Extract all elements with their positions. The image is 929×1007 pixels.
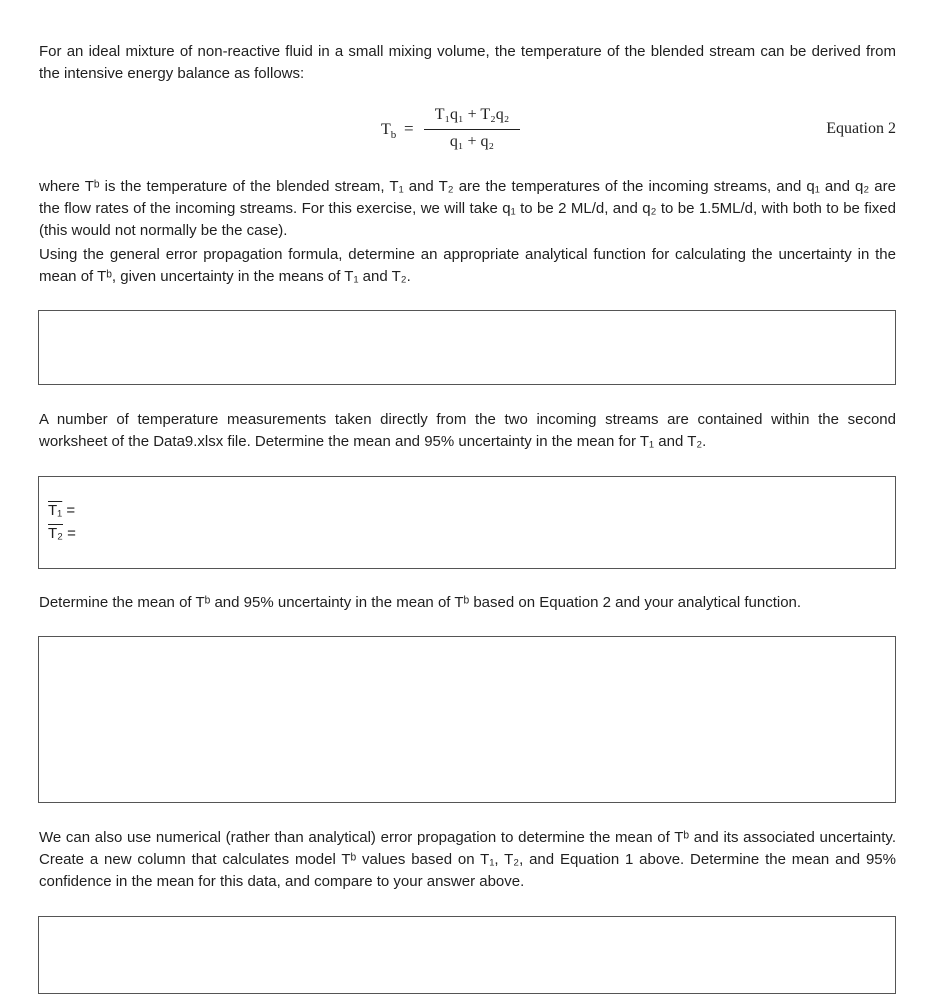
- question2-paragraph: A number of temperature measurements taken directly from the two incoming streams are contained within the second worksheet of the Data9.xlsx file. Determine the mean and 95% uncertainty in the mean for T₁ and T₂.: [39, 411, 896, 450]
- t2-mean-line: [48, 525, 76, 542]
- answer-box-1[interactable]: [38, 310, 896, 385]
- equation-denominator: q₁ + q₂: [449, 133, 495, 150]
- answer-box-2[interactable]: [38, 476, 896, 569]
- answer-box-4[interactable]: [38, 916, 896, 994]
- equation-equals: =: [404, 119, 414, 138]
- t2-equals: =: [67, 525, 76, 542]
- t1-mean-label: T₁: [48, 502, 63, 519]
- t1-mean-line: [48, 502, 75, 519]
- intro-paragraph: For an ideal mixture of non-reactive fluid in a small mixing volume, the temperature of the blended stream can be derived from the intensive energy balance as follows:: [39, 43, 896, 82]
- t1-equals: =: [66, 502, 76, 519]
- equation-lhs: $T_b$: [381, 121, 397, 142]
- equation-label: Equation 2: [826, 120, 896, 137]
- fraction-bar: [424, 129, 520, 130]
- question1-paragraph: Using the general error propagation formula, determine an appropriate analytical function for calculating the uncertainty in the mean of Tᵇ, given uncertainty in the means of T₁ and T₂.: [39, 246, 896, 285]
- answer-box-3[interactable]: [38, 636, 896, 803]
- equation-numerator: T₁q₁ + T₂q₂: [434, 106, 510, 123]
- t2-mean-label: T₂: [48, 525, 63, 542]
- question4-paragraph: We can also use numerical (rather than analytical) error propagation to determine the mean of Tᵇ and its associated uncertainty. Create a new column that calculates model Tᵇ values based on T₁, T₂, and Equation 1 above. Determine the mean and 95% confidence in the mean for this data, and compare to your answer above.: [39, 829, 896, 890]
- description-paragraph: where Tᵇ is the temperature of the blended stream, T₁ and T₂ are the temperatures of the incoming streams, and q₁ and q₂ are the flow rates of the incoming streams. For this exercise, we will take q₁ to be 2 ML/d, and q₂ to be 1.5ML/d, with both to be fixed (this would not normally be the case).: [39, 178, 896, 239]
- question3-paragraph: Determine the mean of Tᵇ and 95% uncertainty in the mean of Tᵇ based on Equation 2 and your analytical function.: [39, 594, 802, 611]
